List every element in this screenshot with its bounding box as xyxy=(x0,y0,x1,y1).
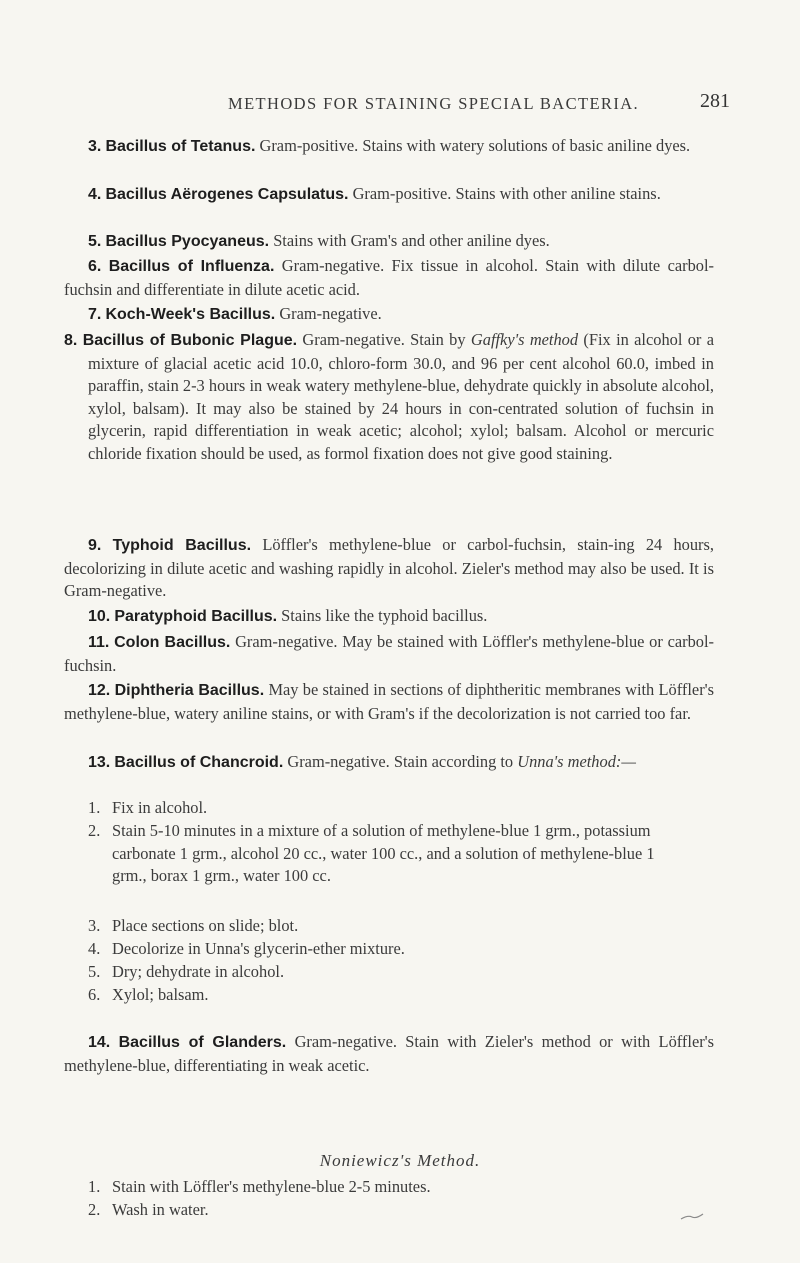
entry-text: Stains like the typhoid bacillus. xyxy=(277,606,488,625)
entry-colon xyxy=(64,631,714,677)
step-text: Wash in water. xyxy=(112,1200,209,1219)
entry-text: Gram-negative. Fix tissue in alcohol. Stain with dilute carbol-fuchsin and differentiate in dilute acetic acid. xyxy=(64,256,714,299)
entry-heading: Bacillus of Influenza. xyxy=(108,258,275,275)
entry-number: 4. xyxy=(88,186,102,203)
entry-number: 14. xyxy=(88,1034,111,1051)
entry-bubonic-plague xyxy=(64,329,714,466)
entry-heading: Bacillus of Tetanus. xyxy=(105,138,256,155)
entry-glanders xyxy=(64,1031,714,1077)
method-name: Unna's method:— xyxy=(517,752,636,771)
running-head: METHODS FOR STAINING SPECIAL BACTERIA. xyxy=(228,94,640,113)
step-text: Dry; dehydrate in alcohol. xyxy=(112,962,285,981)
entry-koch-week xyxy=(64,303,714,327)
entry-text: Gram-negative. May be stained with Löffler's methylene-blue or carbol-fuchsin. xyxy=(64,632,714,675)
method-name: Gaffky's method xyxy=(470,330,579,349)
entry-text: Gram-negative. Stain with Zieler's method or with Löffler's methylene-blue, differentiating in weak acetic. xyxy=(64,1032,715,1075)
step-number: 1. xyxy=(88,798,101,817)
entry-text: Gram-positive. Stains with watery solutions of basic aniline dyes. xyxy=(255,136,691,155)
step-number: 3. xyxy=(88,916,101,935)
step-text: Decolorize in Unna's glycerin-ether mixture. xyxy=(112,939,405,958)
entry-text: Gram-negative. xyxy=(275,304,382,323)
entry-number: 3. xyxy=(88,138,102,155)
section-title: Noniewicz's Method. xyxy=(319,1151,481,1170)
entry-heading: Colon Bacillus. xyxy=(114,634,231,651)
entry-text: Gram-positive. Stains with other aniline stains. xyxy=(348,184,661,203)
step-text: Xylol; balsam. xyxy=(112,985,209,1004)
step-number: 2. xyxy=(88,1200,101,1219)
step-number: 1. xyxy=(88,1177,101,1196)
step-number: 6. xyxy=(88,985,101,1004)
noniewicz-step xyxy=(88,1176,714,1199)
entry-heading: Koch-Week's Bacillus. xyxy=(105,306,276,323)
entry-paratyphoid xyxy=(64,605,714,629)
entry-heading: Bacillus of Chancroid. xyxy=(114,754,284,771)
page-number: 281 xyxy=(700,90,730,112)
entry-text: Gram-negative. Stain by xyxy=(297,330,471,349)
entry-text: (Fix in alcohol or a mixture of glacial acetic acid 10.0, chloro-form 30.0, and 96 per cent alcohol 60.0, imbed in paraffin, stain 2-3 hours in weak watery methylene-blue, dehydrate quickly in absolute alcohol, xylol, balsam). It may also be stained by 24 hours in con-centrated solution of fuchsin in glycerin, rapid differentiation in weak acetic; alcohol; xylol; balsam. Alcohol or mercuric chloride fixation should be used, as formol fixation does not give good staining. xyxy=(88,330,714,463)
step-text: Stain 5-10 minutes in a mixture of a solution of methylene-blue 1 grm., potassium carbonate 1 grm., alcohol 20 cc., water 100 cc., and a solution of methylene-blue 1 grm., borax 1 grm., water 100 cc. xyxy=(112,821,655,886)
entry-typhoid xyxy=(64,534,714,603)
entry-number: 12. xyxy=(88,682,111,699)
unna-step xyxy=(88,938,714,961)
step-text: Place sections on slide; blot. xyxy=(112,916,299,935)
entry-text: May be stained in sections of diphtheritic membranes with Löffler's methylene-blue, watery aniline stains, or with Gram's if the decolorization is not carried too far. xyxy=(64,680,714,723)
entry-text: Gram-negative. Stain according to xyxy=(283,752,518,771)
entry-heading: Paratyphoid Bacillus. xyxy=(114,608,278,625)
step-number: 2. xyxy=(88,821,101,840)
entry-heading: Typhoid Bacillus. xyxy=(112,537,252,554)
step-text: Fix in alcohol. xyxy=(112,798,208,817)
entry-number: 9. xyxy=(88,537,102,554)
unna-step xyxy=(88,820,714,888)
unna-step xyxy=(88,961,714,984)
entry-heading: Bacillus Pyocyaneus. xyxy=(105,233,270,250)
entry-pyocyaneus xyxy=(64,230,714,254)
entry-number: 6. xyxy=(88,258,102,275)
entry-number: 11. xyxy=(88,634,110,651)
step-number: 4. xyxy=(88,939,101,958)
entry-aerogenes xyxy=(64,183,714,207)
entry-heading: Diphtheria Bacillus. xyxy=(114,682,265,699)
entry-heading: Bacillus of Glanders. xyxy=(118,1034,287,1051)
step-number: 5. xyxy=(88,962,101,981)
entry-number: 10. xyxy=(88,608,111,625)
entry-tetanus xyxy=(64,135,714,159)
step-text: Stain with Löffler's methylene-blue 2-5 minutes. xyxy=(112,1177,431,1196)
entry-diphtheria xyxy=(64,679,714,725)
entry-text: Stains with Gram's and other aniline dyes. xyxy=(269,231,550,250)
noniewicz-step xyxy=(88,1199,714,1222)
entry-number: 5. xyxy=(88,233,102,250)
entry-influenza xyxy=(64,255,714,301)
entry-number: 13. xyxy=(88,754,111,771)
entry-heading: Bacillus of Bubonic Plague. xyxy=(82,332,298,349)
entry-number: 8. xyxy=(64,332,78,349)
entry-chancroid xyxy=(64,751,714,775)
unna-step xyxy=(88,797,714,820)
entry-heading: Bacillus Aërogenes Capsulatus. xyxy=(105,186,349,203)
entry-text: Löffler's methylene-blue or carbol-fuchsin, stain-ing 24 hours, decolorizing in dilute acetic and washing rapidly in alcohol. Zieler's method may also be used. It is Gram-negative. xyxy=(64,535,714,601)
entry-number: 7. xyxy=(88,306,102,323)
unna-step xyxy=(88,915,714,938)
unna-step xyxy=(88,984,714,1007)
ink-smudge xyxy=(680,1213,704,1221)
